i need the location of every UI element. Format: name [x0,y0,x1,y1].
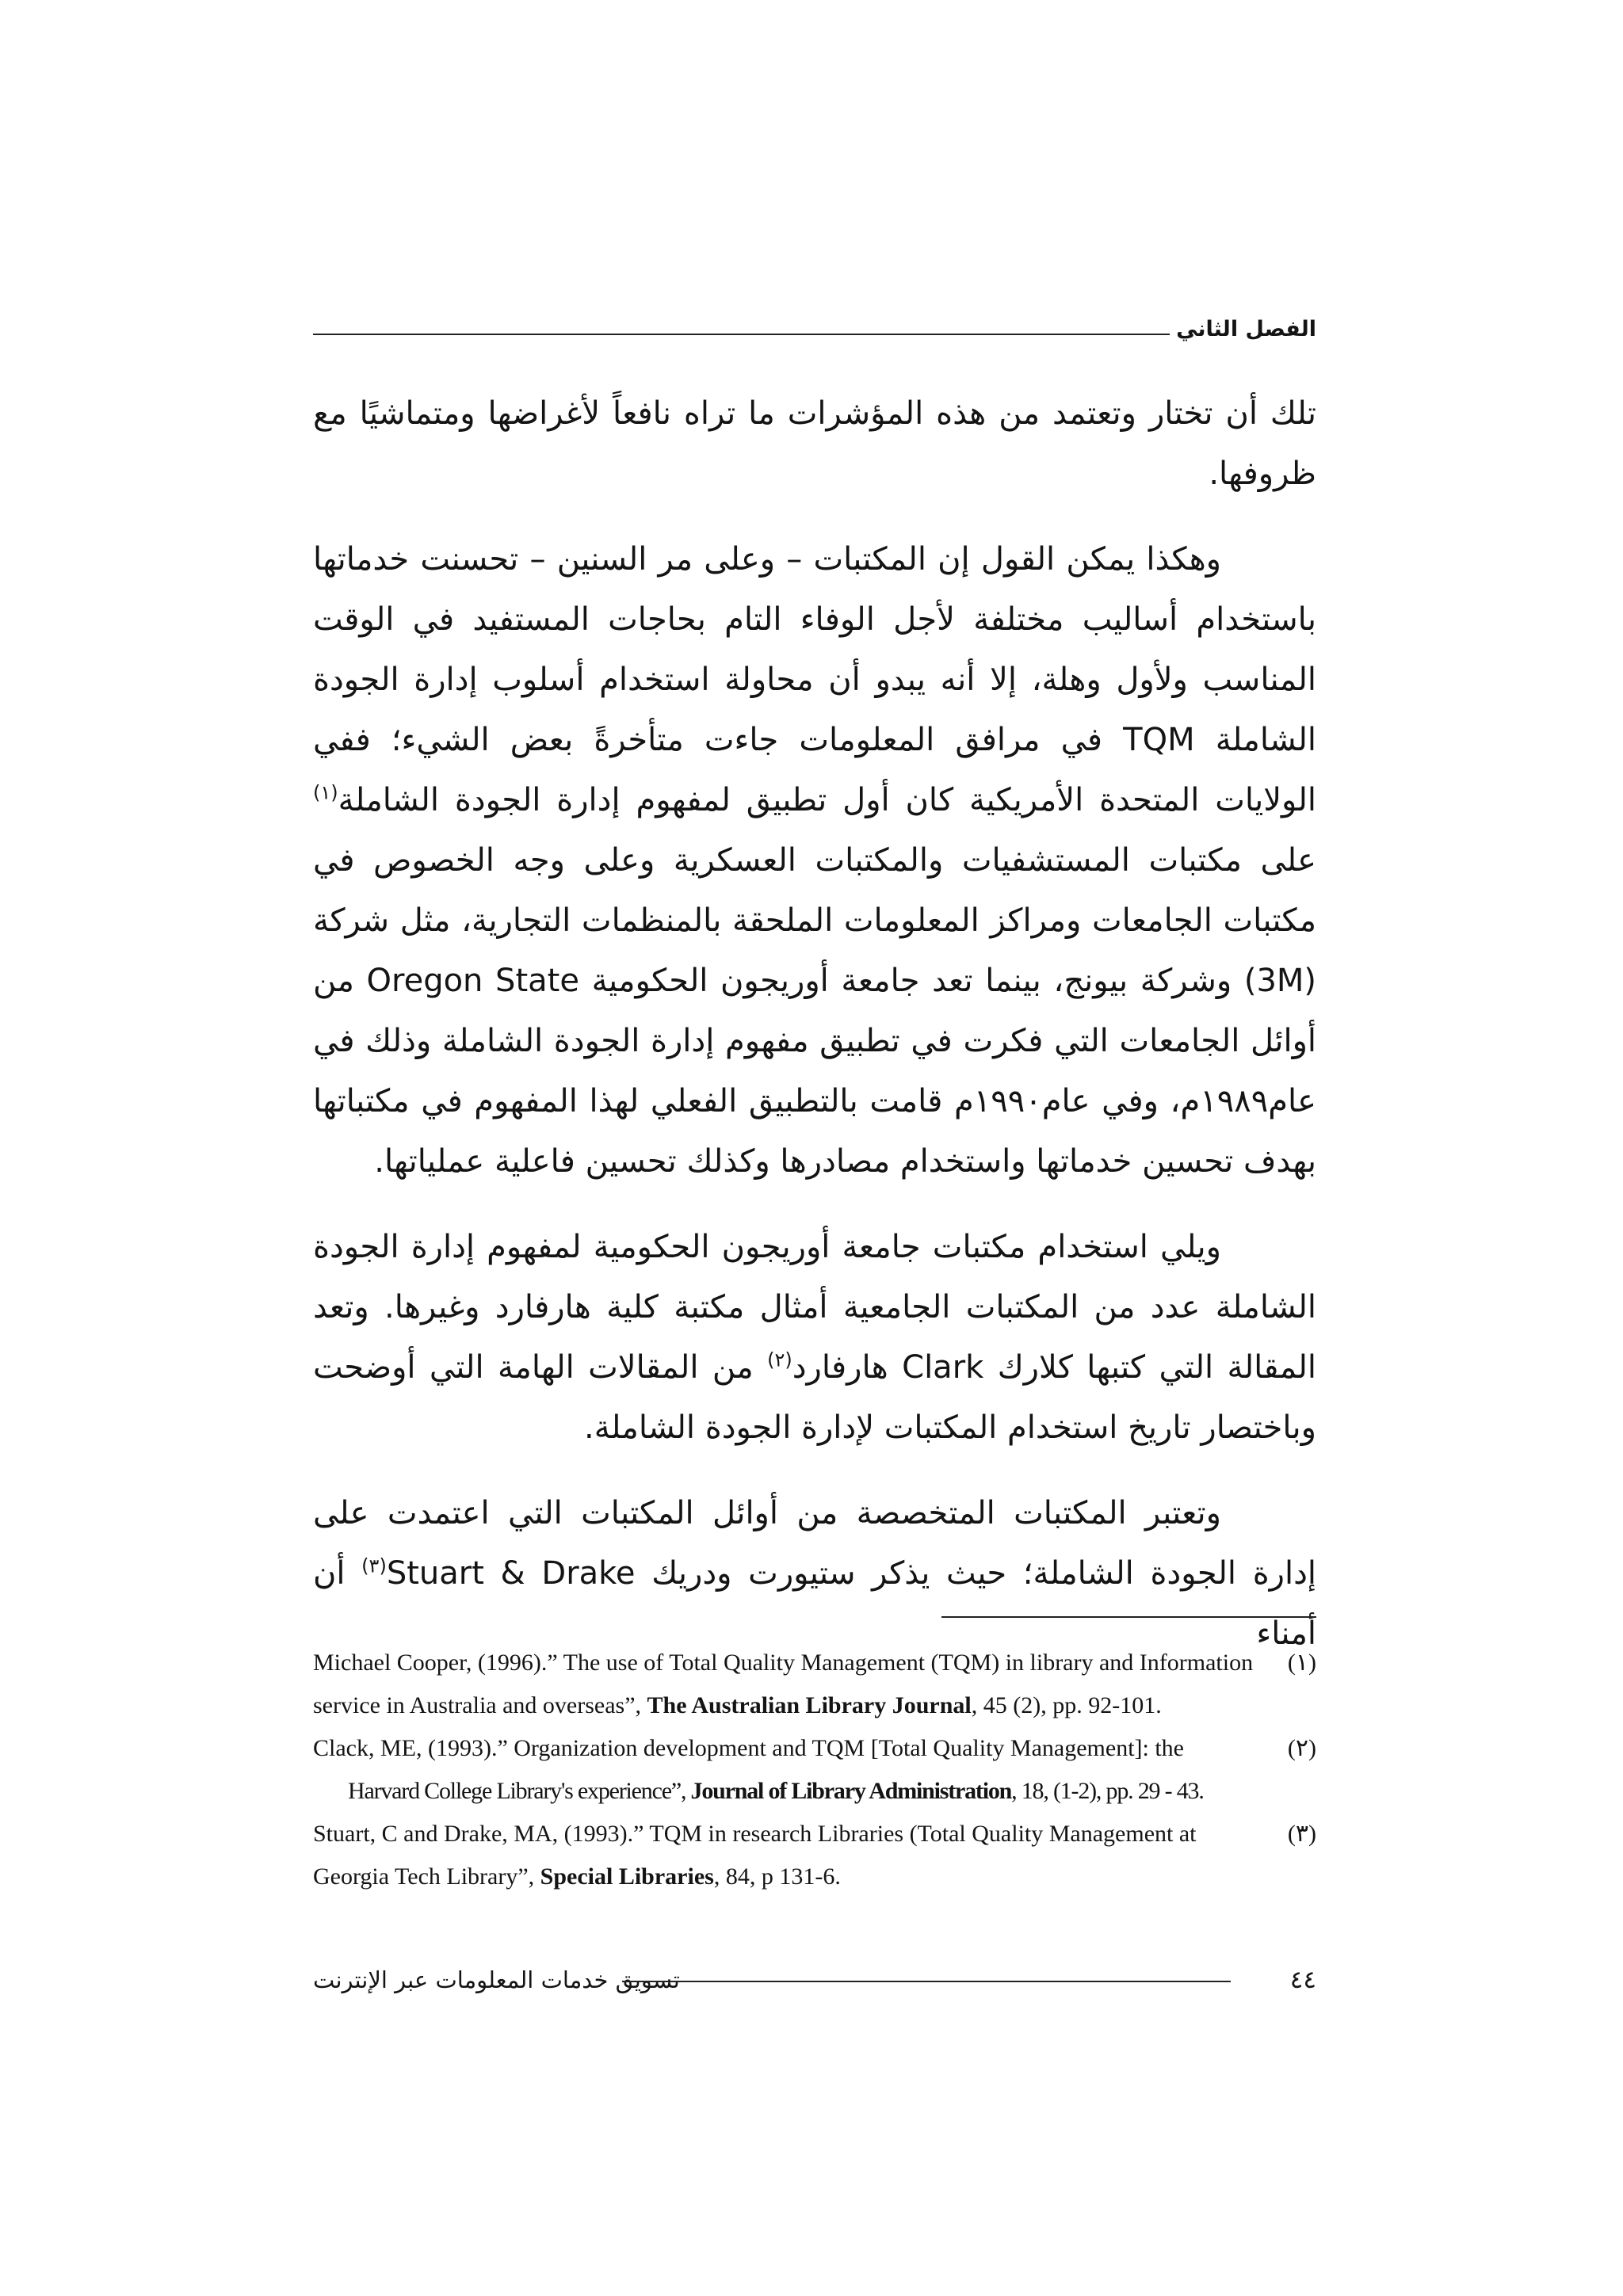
paragraph-4: وتعتبر المكتبات المتخصصة من أوائل المكتبات التي اعتمدت على إدارة الجودة الشاملة؛ حيث يذكر ستيورت ودريك Stuart & Drake$^{(٣)}$ أن أمناء [313,1495,1317,1652]
footnote-ref-3: (٣) [361,1554,387,1577]
page-number: ٤٤ [1289,1966,1316,1994]
footnotes [313,1642,1316,1898]
running-footer [313,1960,1316,2000]
author-names: Stuart & Drake [386,1555,636,1592]
running-header [313,314,1316,345]
chapter-title: الفصل الثاني [1176,317,1316,341]
footnote-ref-1: (١) [313,781,338,804]
footnote-number: (١) [1287,1650,1316,1676]
footnote-number: (٣) [1287,1821,1316,1847]
footnote-separator [941,1616,1316,1618]
paragraph-2: وهكذا يمكن القول إن المكتبات – وعلى مر السنين – تحسنت خدماتها باستخدام أساليب مختلفة لأجل الوفاء التام بحاجات المستفيد في الوقت المناسب ولأول وهلة، إلا أنه يبدو أن محاولة استخدام أسلوب إدارة الجودة الشاملة TQM في مرافق المعلومات جاءت متأخرةً بعض الشيء؛ ففي الولايات المتحدة الأمريكية كان أول تطبيق لمفهوم إدارة الجودة الشاملة$^{(١)}$ على مكتبات المستشفيات والمكتبات العسكرية وعلى وجه الخصوص في مكتبات الجامعات ومراكز المعلومات الملحقة بالمنظمات التجارية، مثل شركة (3M) وشركة بيونج، بينما تعد جامعة أوريجون الحكومية Oregon State من أوائل الجامعات التي فكرت في تطبيق مفهوم إدارة الجودة الشاملة وذلك في عام١٩٨٩م، وفي عام١٩٩٠م قامت بالتطبيق الفعلي لهذا المفهوم في مكتباتها بهدف تحسين خدماتها واستخدام مصادرها وكذلك تحسين فاعلية عملياتها. [313,541,1317,1180]
footnote-2: (٢) Clack, ME, (1993).” Organization development and TQM [Total Quality Management]: the Harvard College Library's experience”, Journal of Library Administration, 18, (1-2), pp. 29 - 43. [313,1727,1316,1813]
body-text [313,383,1316,1689]
footer-rule [622,1981,1231,1982]
book-title: تسويق خدمات المعلومات عبر الإنترنت [313,1966,680,1993]
footnote-ref-2: (٢) [767,1348,792,1371]
footnote-3: (٣) Stuart, C and Drake, MA, (1993).” TQM in research Libraries (Total Quality Management at Georgia Tech Library”, Special Libraries, 84, p 131-6. [313,1813,1316,1898]
footnote-1: (١) Michael Cooper, (1996).” The use of Total Quality Management (TQM) in library and Information service in Australia and overseas”, The Australian Library Journal, 45 (2), pp. 92-101. [313,1642,1316,1727]
header-rule [313,334,1170,335]
paragraph-3: ويلي استخدام مكتبات جامعة أوريجون الحكومية لمفهوم إدارة الجودة الشاملة عدد من المكتبات الجامعية أمثال مكتبة كلية هارفارد وغيرها. وتعد المقالة التي كتبها كلارك Clark هارفارد$^{(٢)}$ من المقالات الهامة التي أوضحت وباختصار تاريخ استخدام المكتبات لإدارة الجودة الشاملة. [313,1229,1317,1446]
paragraph-1: تلك أن تختار وتعتمد من هذه المؤشرات ما تراه نافعاً لأغراضها ومتماشيًا مع ظروفها. [313,395,1316,492]
footnote-number: (٢) [1287,1735,1316,1761]
